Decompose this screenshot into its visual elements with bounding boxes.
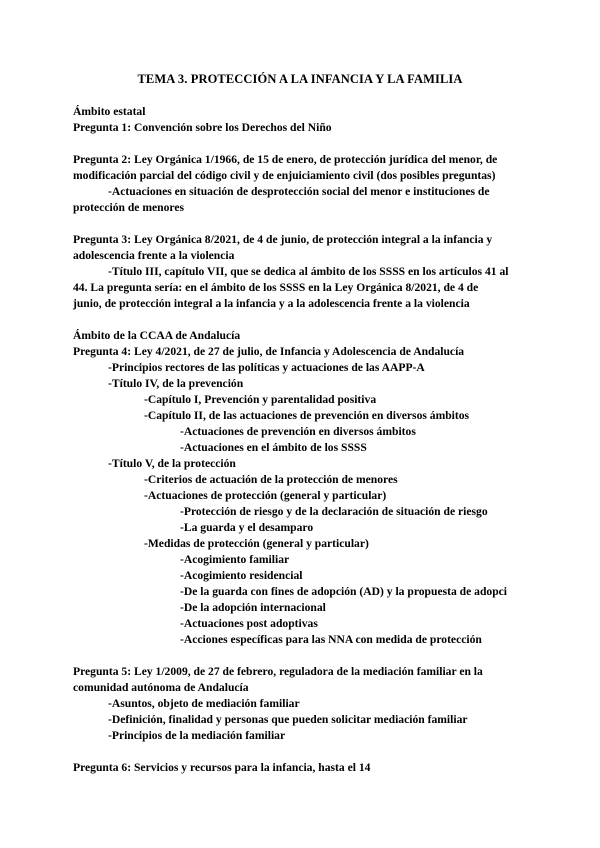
question-2-item: -Actuaciones en situación de desprotección social del menor e instituciones de xyxy=(108,185,490,198)
outline-item: -Protección de riesgo y de la declaración de situación de riesgo xyxy=(180,505,488,518)
question-3-item: -Título III, capítulo VII, que se dedica al ámbito de los SSSS en los artículos 41 al xyxy=(108,265,509,278)
outline-item: -Capítulo II, de las actuaciones de prevención en diversos ámbitos xyxy=(144,409,470,422)
outline-item: -Definición, finalidad y personas que pueden solicitar mediación familiar xyxy=(108,713,468,726)
outline-item: -Medidas de protección (general y particular) xyxy=(144,537,369,550)
outline-item: -Título V, de la protección xyxy=(108,457,236,470)
page-title: TEMA 3. PROTECCIÓN A LA INFANCIA Y LA FAMILIA xyxy=(137,72,463,86)
question-3-item-cont: junio, de protección integral a la infancia y a la adolescencia frente a la violencia xyxy=(73,297,470,310)
outline-item: -Título IV, de la prevención xyxy=(108,377,244,390)
question-2-line-2: modificación parcial del código civil y de enjuiciamiento civil (dos posibles preguntas) xyxy=(73,169,496,182)
outline-item: -Actuaciones en el ámbito de los SSSS xyxy=(180,441,367,454)
question-1: Pregunta 1: Convención sobre los Derechos del Niño xyxy=(73,121,332,134)
question-2-line-1: Pregunta 2: Ley Orgánica 1/1966, de 15 de enero, de protección jurídica del menor, de xyxy=(73,153,498,166)
outline-item: -Acciones específicas para las NNA con medida de protección xyxy=(180,633,482,646)
outline-item: -Principios de la mediación familiar xyxy=(108,729,286,742)
outline-item: -De la adopción internacional xyxy=(180,601,326,614)
outline-item: -Acogimiento residencial xyxy=(180,569,303,582)
question-3-line-1: Pregunta 3: Ley Orgánica 8/2021, de 4 de junio, de protección integral a la infancia y xyxy=(73,233,493,246)
outline-item: -Principios rectores de las políticas y actuaciones de las AAPP-A xyxy=(108,361,425,374)
question-2-item-cont: protección de menores xyxy=(73,201,184,214)
question-3-line-2: adolescencia frente a la violencia xyxy=(73,249,235,262)
outline-item: -Asuntos, objeto de mediación familiar xyxy=(108,697,300,710)
question-5-line-1: Pregunta 5: Ley 1/2009, de 27 de febrero, reguladora de la mediación familiar en la xyxy=(73,665,483,678)
question-4: Pregunta 4: Ley 4/2021, de 27 de julio, de Infancia y Adolescencia de Andalucía xyxy=(73,345,465,358)
outline-item: -Actuaciones post adoptivas xyxy=(180,617,318,630)
question-6: Pregunta 6: Servicios y recursos para la infancia, hasta el 14 xyxy=(73,761,371,774)
outline-item: -De la guarda con fines de adopción (AD) y la propuesta de adopci xyxy=(180,585,508,598)
outline-item: -Actuaciones de protección (general y particular) xyxy=(144,489,387,502)
outline-item: -La guarda y el desamparo xyxy=(180,521,314,534)
outline-item: -Acogimiento familiar xyxy=(180,553,290,566)
question-3-item-cont: 44. La pregunta sería: en el ámbito de los SSSS en la Ley Orgánica 8/2021, de 4 de xyxy=(73,281,479,294)
question-5-line-2: comunidad autónoma de Andalucía xyxy=(73,681,249,694)
outline-item: -Capítulo I, Prevención y parentalidad positiva xyxy=(144,393,377,406)
section-heading-andalucia: Ámbito de la CCAA de Andalucía xyxy=(73,329,241,342)
section-heading-estatal: Ámbito estatal xyxy=(73,105,146,118)
outline-item: -Criterios de actuación de la protección de menores xyxy=(144,473,398,486)
outline-item: -Actuaciones de prevención en diversos ámbitos xyxy=(180,425,416,438)
